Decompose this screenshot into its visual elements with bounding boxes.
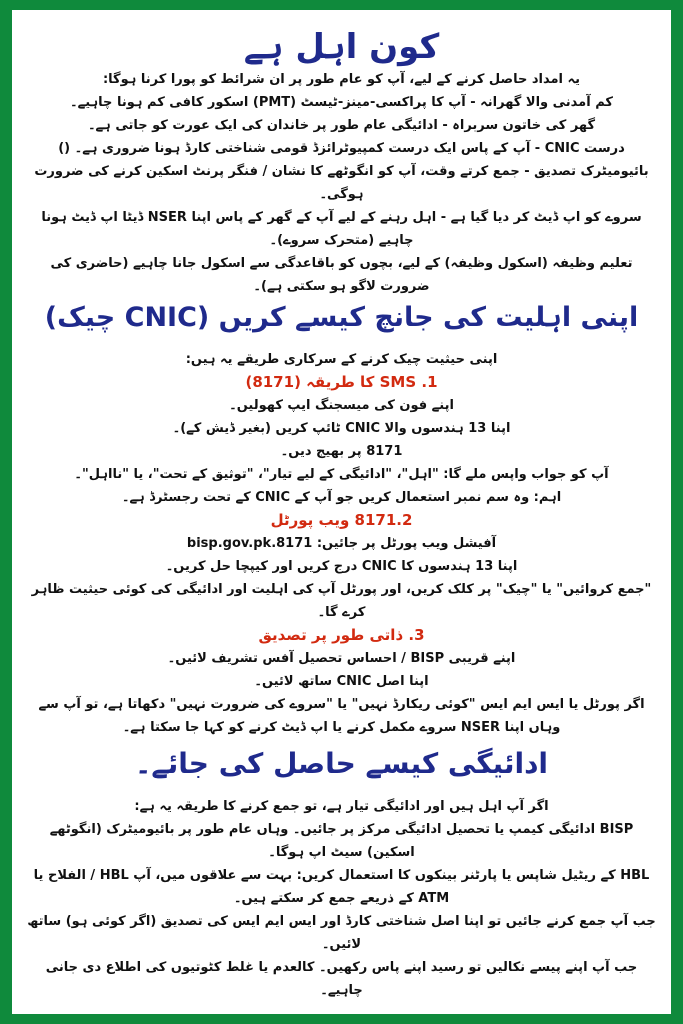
eligibility-item: گھر کی خاتون سربراہ - ادائیگی عام طور پر خاندان کی ایک عورت کو جاتی ہے۔ [87, 118, 596, 133]
portal-step: "جمع کروائیں" یا "چیک" پر کلک کریں، اور پورٹل آپ کی اہلیت اور ادائیگی کی کوئی حیثیت ظاہر کرے گا۔ [31, 582, 652, 620]
sms-step: اہم: وہ سم نمبر استعمال کریں جو آپ کے CNIC کے تحت رجسٹرڈ ہے۔ [121, 490, 562, 505]
eligibility-item: درست CNIC - آپ کے پاس ایک درست کمپیوٹرائزڈ قومی شناختی کارڈ ہونا ضروری ہے۔ () [58, 141, 625, 156]
payment-intro: اگر آپ اہل ہیں اور ادائیگی تیار ہے، تو جمع کرنے کا طریقہ یہ ہے: [134, 799, 549, 814]
sms-step: اپنے فون کی میسجنگ ایپ کھولیں۔ [229, 398, 454, 413]
check-title: اپنی اہلیت کی جانچ کیسے کریں (CNIC چیک) [44, 302, 639, 333]
sms-step: آپ کو جواب واپس ملے گا: "اہل"، "ادائیگی کے لیے تیار"، "توثیق کے تحت"، یا "نااہل"۔ [74, 467, 609, 482]
eligibility-title: کون اہل ہے [243, 27, 440, 67]
in-person-step: اپنے قریبی BISP / احساس تحصیل آفس تشریف لائیں۔ [167, 651, 516, 666]
payment-step: جب آپ اپنے پیسے نکالیں تو رسید اپنے پاس رکھیں۔ کالعدم یا غلط کٹوتیوں کی اطلاع دی جانی چاہیے۔ [45, 960, 638, 998]
payment-step: جب آپ جمع کرنے جائیں تو اپنا اصل شناختی کارڈ اور ایس ایم ایس کی تصدیق (اگر کوئی ہو) ساتھ لائیں۔ [27, 914, 656, 952]
payment-title: ادائیگی کیسے حاصل کی جائے۔ [134, 747, 549, 780]
payment-step: BISP ادائیگی کیمپ یا تحصیل ادائیگی مرکز پر جائیں۔ وہاں عام طور پر بائیومیٹرک (انگوٹھے اسکین) سیٹ اپ ہوگا۔ [49, 822, 634, 860]
eligibility-item: سروے کو اپ ڈیٹ کر دیا گیا ہے - اہل رہنے کے لیے آپ کے گھر کے پاس اپنا NSER ڈیٹا اپ ڈیٹ ہونا چاہیے (متحرک سروے)۔ [41, 210, 642, 248]
sms-step: 8171 پر بھیج دیں۔ [280, 444, 403, 459]
sms-step: اپنا 13 ہندسوں والا CNIC ٹائپ کریں (بغیر ڈیش کے)۔ [172, 421, 511, 436]
sms-method-heading: 1. SMS کا طریقہ (8171) [245, 373, 438, 391]
eligibility-item: تعلیم وظیفہ (اسکول وظیفہ) کے لیے، بچوں کو باقاعدگی سے اسکول جانا چاہیے (حاضری کی ضرورت لاگو ہو سکتی ہے)۔ [50, 256, 633, 294]
in-person-heading: 3. ذاتی طور پر تصدیق [258, 626, 425, 644]
eligibility-item: کم آمدنی والا گھرانہ - آپ کا پراکسی-مینز-ٹیسٹ (PMT) اسکور کافی کم ہونا چاہیے۔ [70, 95, 613, 110]
portal-step: آفیشل ویب پورٹل پر جائیں: bisp.gov.pk.8171 [186, 536, 497, 551]
in-person-step: اگر پورٹل یا ایس ایم ایس "کوئی ریکارڈ نہیں" یا "سروے کی ضرورت نہیں" دکھاتا ہے، تو آپ سے وہاں اپنا NSER سروے مکمل کرنے یا اپ ڈیٹ کرنے کو کہا جا سکتا ہے۔ [38, 697, 645, 735]
payment-step: HBL کے ریٹیل شاپس یا پارٹنر بینکوں کا استعمال کریں: بہت سے علاقوں میں، آپ HBL / الفلاح یا ATM کے ذریعے جمع کر سکتے ہیں۔ [33, 868, 650, 906]
eligibility-intro: یہ امداد حاصل کرنے کے لیے، آپ کو عام طور پر ان شرائط کو پورا کرنا ہوگا: [102, 72, 581, 87]
eligibility-item: بائیومیٹرک تصدیق - جمع کرتے وقت، آپ کو انگوٹھے کا نشان / فنگر پرنٹ اسکین کرنے کی ضرورت ہوگی۔ [34, 164, 649, 202]
page-card [12, 10, 671, 1014]
check-intro: اپنی حیثیت چیک کرنے کے سرکاری طریقے یہ ہیں: [185, 352, 498, 367]
web-portal-heading: 8171.2 ویب پورٹل [270, 511, 413, 529]
in-person-step: اپنا اصل CNIC ساتھ لائیں۔ [254, 674, 429, 689]
portal-step: اپنا 13 ہندسوں کا CNIC درج کریں اور کیپچا حل کریں۔ [165, 559, 518, 574]
eligibility-list [26, 91, 657, 298]
